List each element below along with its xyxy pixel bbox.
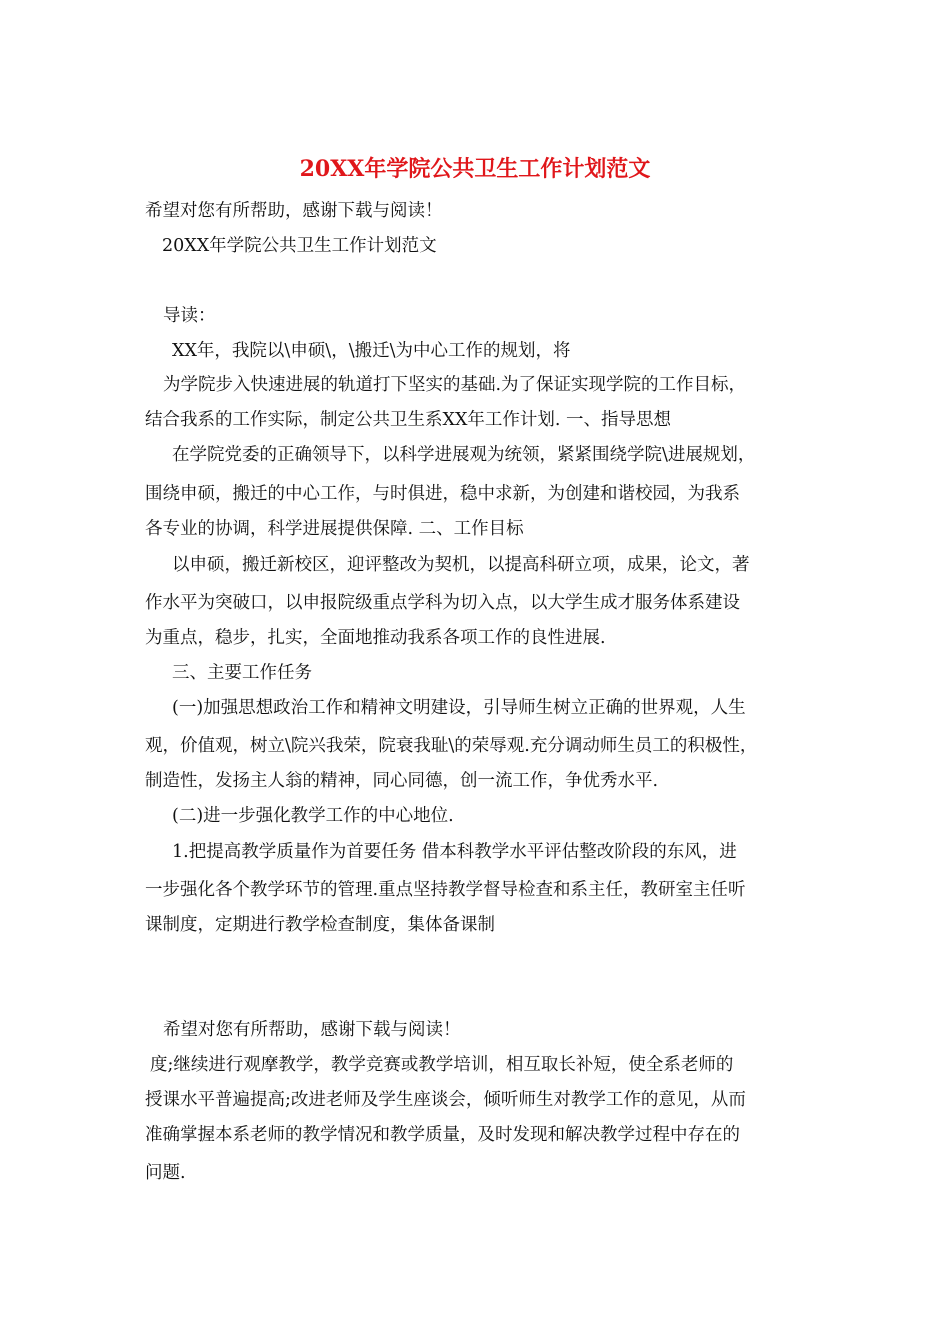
paragraph-line: 1.把提高教学质量作为首要任务 借本科教学水平评估整改阶段的东风，进 <box>172 842 737 862</box>
paragraph-line: 结合我系的工作实际，制定公共卫生系XX年工作计划. 一、指导思想 <box>145 410 672 430</box>
paragraph-line: 在学院党委的正确领导下，以科学进展观为统领，紧紧围绕学院\进展规划， <box>172 445 756 465</box>
paragraph-line: 制造性，发扬主人翁的精神，同心同德，创一流工作，争优秀水平. <box>145 771 659 791</box>
paragraph-line: 准确掌握本系老师的教学情况和教学质量，及时发现和解决教学过程中存在的 <box>145 1125 740 1145</box>
paragraph-line: 课制度，定期进行教学检查制度，集体备课制 <box>145 915 495 935</box>
paragraph-line: 观，价值观，树立\院兴我荣，院衰我耻\的荣辱观.充分调动师生员工的积极性， <box>145 736 758 756</box>
header-note: 希望对您有所帮助，感谢下载与阅读！ <box>145 201 443 221</box>
paragraph-line: 围绕申硕，搬迁的中心工作，与时俱进，稳中求新，为创建和谐校园，为我系 <box>145 484 740 504</box>
paragraph-line: 度;继续进行观摩教学，教学竞赛或教学培训，相互取长补短，使全系老师的 <box>150 1055 734 1075</box>
paragraph-line: 问题. <box>145 1163 186 1183</box>
paragraph-line: 为重点，稳步，扎实，全面地推动我系各项工作的良性进展. <box>145 628 606 648</box>
subtitle: 20XX年学院公共卫生工作计划范文 <box>162 236 437 256</box>
paragraph-line: (二)进一步强化教学工作的中心地位. <box>172 806 454 826</box>
document-title: 20XX年学院公共卫生工作计划范文 <box>299 156 651 182</box>
paragraph-line: 授课水平普遍提高;改进老师及学生座谈会，倾听师生对教学工作的意见，从而 <box>145 1090 746 1110</box>
section-heading: 三、主要工作任务 <box>172 663 312 683</box>
paragraph-line: 一步强化各个教学环节的管理.重点坚持教学督导检查和系主任，教研室主任听 <box>145 880 746 900</box>
paragraph-line: 作水平为突破口，以申报院级重点学科为切入点，以大学生成才服务体系建设 <box>145 593 740 613</box>
paragraph-line: (一)加强思想政治工作和精神文明建设，引导师生树立正确的世界观，人生 <box>172 698 746 718</box>
footer-note: 希望对您有所帮助，感谢下载与阅读！ <box>163 1020 461 1040</box>
intro-label: 导读： <box>163 306 216 326</box>
paragraph-line: 以申硕，搬迁新校区，迎评整改为契机，以提高科研立项，成果，论文，著 <box>172 555 750 575</box>
paragraph-line: 各专业的协调，科学进展提供保障. 二、工作目标 <box>145 519 524 539</box>
paragraph-line: 为学院步入快速进展的轨道打下坚实的基础.为了保证实现学院的工作目标， <box>163 375 747 395</box>
paragraph-line: XX年，我院以\申硕\，\搬迁\为中心工作的规划，将 <box>172 341 571 361</box>
